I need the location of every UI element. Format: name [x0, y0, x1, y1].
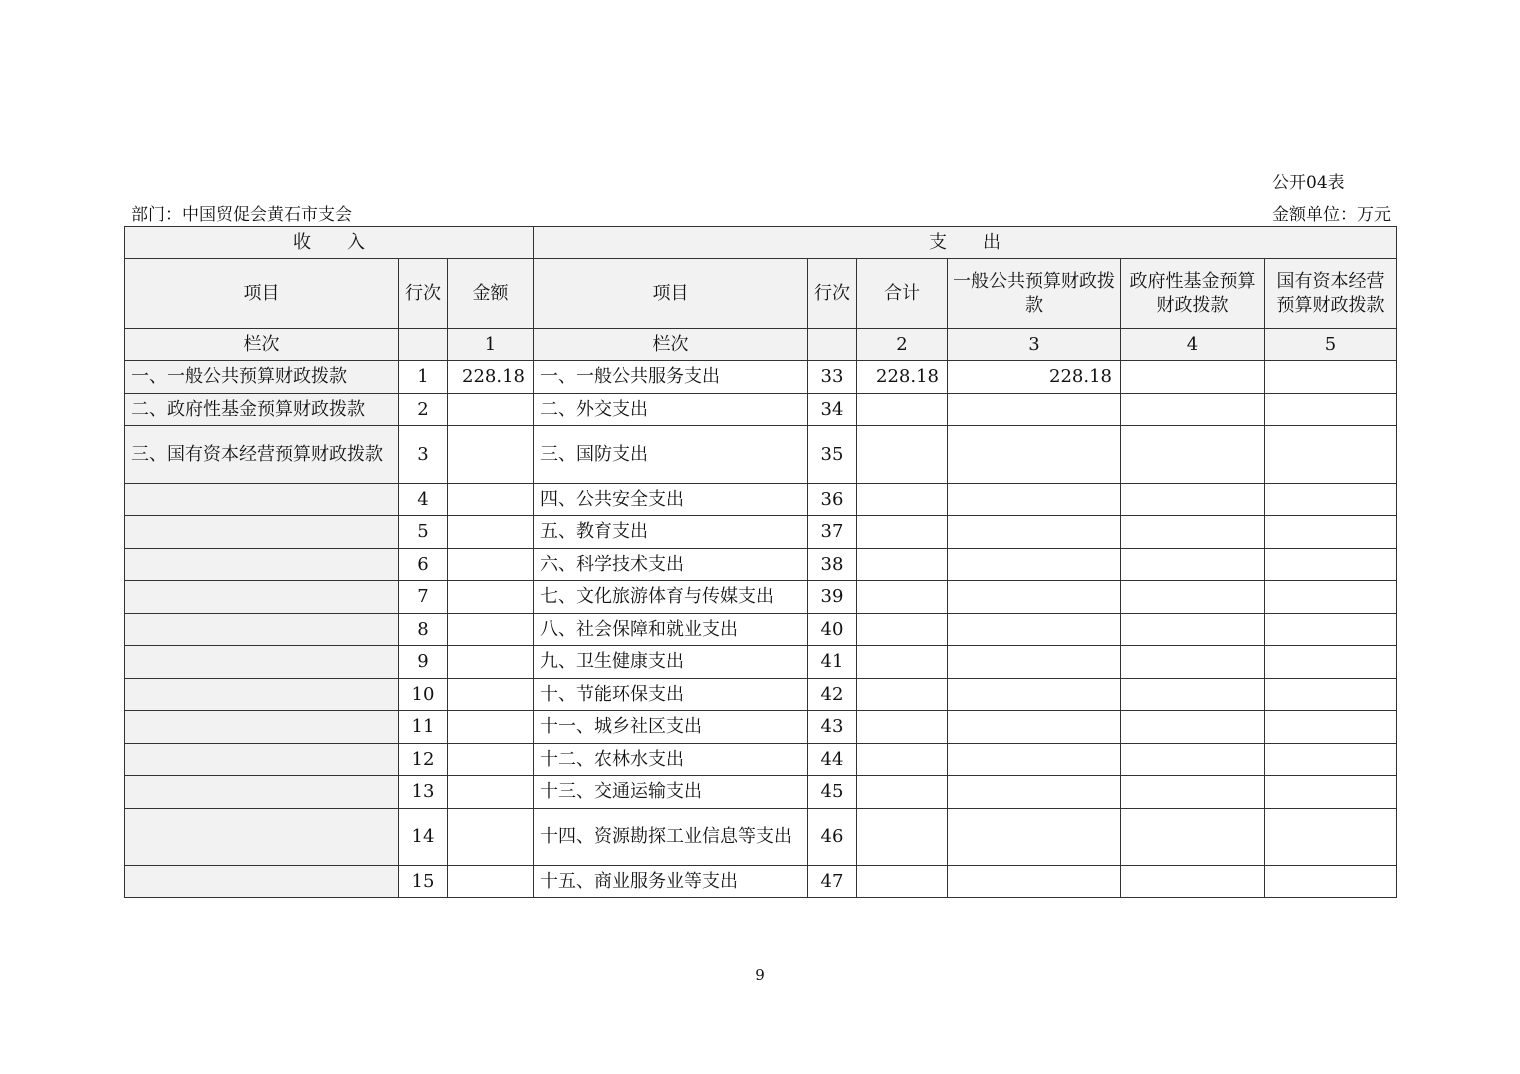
expense-general-budget — [948, 711, 1121, 744]
expense-state-capital — [1265, 394, 1397, 426]
income-row-no: 3 — [399, 426, 448, 484]
expense-general-budget — [948, 484, 1121, 516]
income-amount — [448, 866, 534, 898]
header-state-capital: 国有资本经营预算财政拨款 — [1265, 259, 1397, 329]
table-row — [125, 866, 1397, 898]
income-amount — [448, 426, 534, 484]
expense-state-capital — [1265, 711, 1397, 744]
expense-general-budget — [948, 866, 1121, 898]
expense-item: 五、教育支出 — [534, 516, 808, 549]
expense-state-capital — [1265, 646, 1397, 679]
table-row — [125, 361, 1397, 394]
expense-item: 十四、资源勘探工业信息等支出 — [534, 809, 808, 866]
expense-state-capital — [1265, 744, 1397, 776]
expense-row-no: 33 — [808, 361, 857, 394]
expense-group-header: 支 出 — [534, 227, 1397, 259]
expense-row-no: 43 — [808, 711, 857, 744]
income-amount — [448, 394, 534, 426]
header-total: 合计 — [857, 259, 948, 329]
expense-gov-fund — [1121, 809, 1265, 866]
income-item — [125, 866, 399, 898]
expense-gov-fund — [1121, 679, 1265, 711]
expense-row-no: 38 — [808, 549, 857, 581]
expense-item: 四、公共安全支出 — [534, 484, 808, 516]
income-item — [125, 614, 399, 646]
column-number-row — [125, 329, 1397, 361]
table-row — [125, 776, 1397, 809]
expense-general-budget — [948, 679, 1121, 711]
income-amount — [448, 484, 534, 516]
table-row — [125, 426, 1397, 484]
colnum-gov-fund: 4 — [1121, 329, 1265, 361]
expense-gov-fund — [1121, 516, 1265, 549]
income-group-header: 收 入 — [125, 227, 534, 259]
income-item — [125, 809, 399, 866]
expense-general-budget — [948, 394, 1121, 426]
expense-state-capital — [1265, 581, 1397, 614]
income-row-no: 10 — [399, 679, 448, 711]
income-amount — [448, 581, 534, 614]
colnum-expense-row-no — [808, 329, 857, 361]
expense-gov-fund — [1121, 614, 1265, 646]
expense-total — [857, 516, 948, 549]
income-item: 二、政府性基金预算财政拨款 — [125, 394, 399, 426]
expense-gov-fund — [1121, 484, 1265, 516]
expense-item: 十一、城乡社区支出 — [534, 711, 808, 744]
income-row-no: 9 — [399, 646, 448, 679]
expense-state-capital — [1265, 484, 1397, 516]
income-row-no: 13 — [399, 776, 448, 809]
expense-total — [857, 744, 948, 776]
expense-item: 六、科学技术支出 — [534, 549, 808, 581]
income-row-no: 14 — [399, 809, 448, 866]
header-expense-row-no: 行次 — [808, 259, 857, 329]
table-row — [125, 549, 1397, 581]
expense-gov-fund — [1121, 581, 1265, 614]
header-amount: 金额 — [448, 259, 534, 329]
expense-state-capital — [1265, 776, 1397, 809]
income-item — [125, 549, 399, 581]
column-header-row — [125, 259, 1397, 329]
expense-total — [857, 549, 948, 581]
expense-gov-fund — [1121, 426, 1265, 484]
expense-row-no: 34 — [808, 394, 857, 426]
income-item — [125, 776, 399, 809]
expense-general-budget — [948, 426, 1121, 484]
expense-total — [857, 581, 948, 614]
income-item — [125, 679, 399, 711]
income-row-no: 4 — [399, 484, 448, 516]
colnum-state-capital: 5 — [1265, 329, 1397, 361]
expense-item: 十二、农林水支出 — [534, 744, 808, 776]
income-item — [125, 581, 399, 614]
expense-state-capital — [1265, 614, 1397, 646]
expense-row-no: 39 — [808, 581, 857, 614]
income-row-no: 6 — [399, 549, 448, 581]
expense-general-budget — [948, 614, 1121, 646]
header-expense-item: 项目 — [534, 259, 808, 329]
income-row-no: 8 — [399, 614, 448, 646]
income-amount — [448, 744, 534, 776]
colnum-expense-label: 栏次 — [534, 329, 808, 361]
expense-item: 十五、商业服务业等支出 — [534, 866, 808, 898]
table-row — [125, 679, 1397, 711]
expense-item: 十三、交通运输支出 — [534, 776, 808, 809]
income-amount — [448, 776, 534, 809]
expense-general-budget — [948, 776, 1121, 809]
expense-state-capital — [1265, 549, 1397, 581]
expense-row-no: 35 — [808, 426, 857, 484]
expense-total — [857, 614, 948, 646]
expense-gov-fund — [1121, 866, 1265, 898]
income-row-no: 7 — [399, 581, 448, 614]
expense-total — [857, 866, 948, 898]
expense-general-budget: 228.18 — [948, 361, 1121, 394]
expense-total — [857, 809, 948, 866]
income-row-no: 12 — [399, 744, 448, 776]
income-row-no: 1 — [399, 361, 448, 394]
expense-total — [857, 484, 948, 516]
budget-table — [124, 226, 1397, 898]
income-item — [125, 516, 399, 549]
expense-general-budget — [948, 744, 1121, 776]
expense-state-capital — [1265, 361, 1397, 394]
table-row — [125, 516, 1397, 549]
income-row-no: 2 — [399, 394, 448, 426]
expense-general-budget — [948, 549, 1121, 581]
colnum-income-label: 栏次 — [125, 329, 399, 361]
table-row — [125, 581, 1397, 614]
income-item: 一、一般公共预算财政拨款 — [125, 361, 399, 394]
colnum-amount: 1 — [448, 329, 534, 361]
income-amount: 228.18 — [448, 361, 534, 394]
table-row — [125, 809, 1397, 866]
expense-row-no: 47 — [808, 866, 857, 898]
expense-row-no: 44 — [808, 744, 857, 776]
income-row-no: 15 — [399, 866, 448, 898]
expense-item: 一、一般公共服务支出 — [534, 361, 808, 394]
expense-general-budget — [948, 581, 1121, 614]
table-row — [125, 744, 1397, 776]
income-amount — [448, 614, 534, 646]
expense-general-budget — [948, 646, 1121, 679]
expense-row-no: 40 — [808, 614, 857, 646]
expense-item: 二、外交支出 — [534, 394, 808, 426]
amount-unit-label: 金额单位：万元 — [1272, 205, 1391, 225]
income-item — [125, 744, 399, 776]
expense-item: 八、社会保障和就业支出 — [534, 614, 808, 646]
expense-item: 十、节能环保支出 — [534, 679, 808, 711]
department-label: 部门：中国贸促会黄石市支会 — [131, 205, 352, 225]
header-income-row-no: 行次 — [399, 259, 448, 329]
expense-state-capital — [1265, 516, 1397, 549]
expense-gov-fund — [1121, 646, 1265, 679]
table-row — [125, 394, 1397, 426]
income-amount — [448, 711, 534, 744]
table-row — [125, 646, 1397, 679]
expense-total — [857, 711, 948, 744]
expense-total — [857, 426, 948, 484]
expense-item: 三、国防支出 — [534, 426, 808, 484]
expense-gov-fund — [1121, 549, 1265, 581]
page-number: 9 — [755, 966, 765, 984]
expense-row-no: 37 — [808, 516, 857, 549]
table-row — [125, 711, 1397, 744]
expense-state-capital — [1265, 809, 1397, 866]
income-amount — [448, 549, 534, 581]
income-row-no: 11 — [399, 711, 448, 744]
expense-state-capital — [1265, 426, 1397, 484]
expense-general-budget — [948, 516, 1121, 549]
expense-item: 七、文化旅游体育与传媒支出 — [534, 581, 808, 614]
expense-state-capital — [1265, 866, 1397, 898]
income-row-no: 5 — [399, 516, 448, 549]
form-code: 公开04表 — [1272, 173, 1345, 193]
expense-total: 228.18 — [857, 361, 948, 394]
table-row — [125, 484, 1397, 516]
header-gov-fund: 政府性基金预算财政拨款 — [1121, 259, 1265, 329]
colnum-total: 2 — [857, 329, 948, 361]
expense-row-no: 46 — [808, 809, 857, 866]
expense-gov-fund — [1121, 394, 1265, 426]
table-row — [125, 614, 1397, 646]
expense-total — [857, 776, 948, 809]
expense-gov-fund — [1121, 361, 1265, 394]
income-item: 三、国有资本经营预算财政拨款 — [125, 426, 399, 484]
income-amount — [448, 679, 534, 711]
expense-general-budget — [948, 809, 1121, 866]
income-amount — [448, 809, 534, 866]
expense-state-capital — [1265, 679, 1397, 711]
expense-total — [857, 679, 948, 711]
header-income-item: 项目 — [125, 259, 399, 329]
expense-gov-fund — [1121, 776, 1265, 809]
income-item — [125, 484, 399, 516]
expense-row-no: 41 — [808, 646, 857, 679]
income-amount — [448, 516, 534, 549]
header-general-budget: 一般公共预算财政拨款 — [948, 259, 1121, 329]
expense-item: 九、卫生健康支出 — [534, 646, 808, 679]
income-amount — [448, 646, 534, 679]
group-header-row — [125, 227, 1397, 259]
expense-row-no: 42 — [808, 679, 857, 711]
colnum-income-row-no — [399, 329, 448, 361]
expense-total — [857, 646, 948, 679]
expense-row-no: 36 — [808, 484, 857, 516]
expense-gov-fund — [1121, 711, 1265, 744]
expense-row-no: 45 — [808, 776, 857, 809]
income-item — [125, 711, 399, 744]
colnum-general-budget: 3 — [948, 329, 1121, 361]
expense-gov-fund — [1121, 744, 1265, 776]
expense-total — [857, 394, 948, 426]
income-item — [125, 646, 399, 679]
